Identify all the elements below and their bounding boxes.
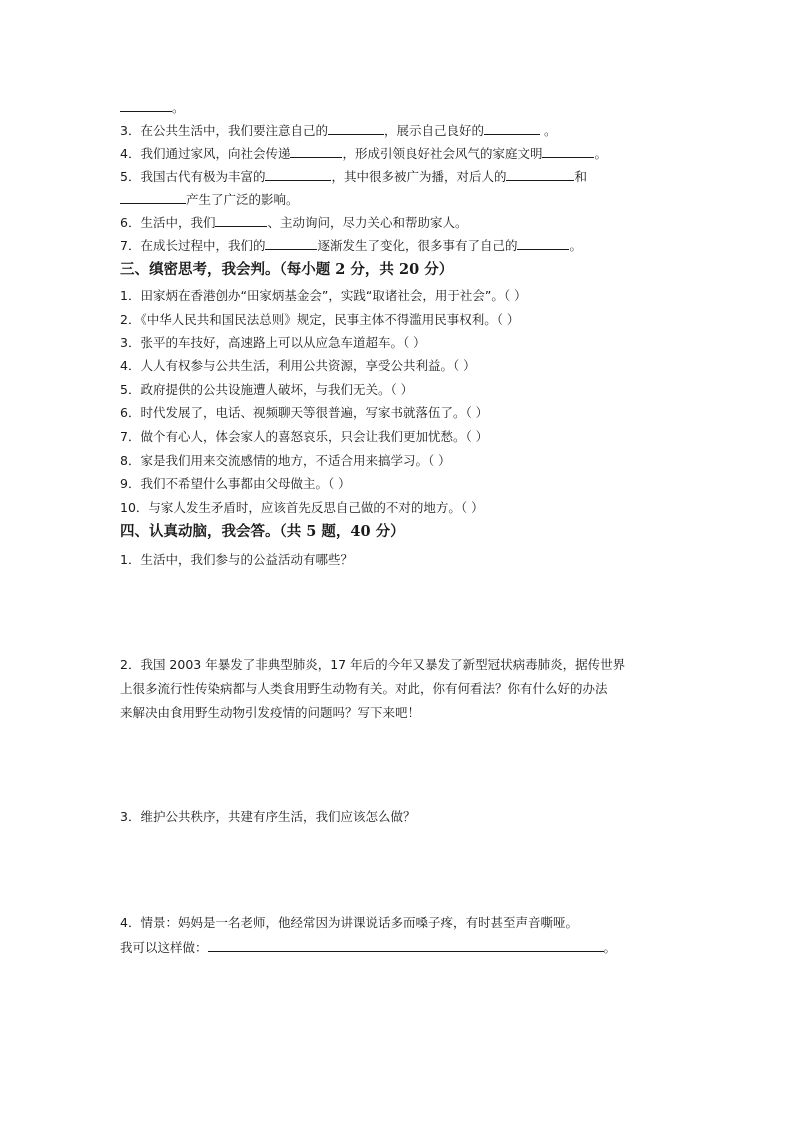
answer-blank[interactable] (542, 144, 594, 158)
fill-question-3: 3．在公共生活中，我们要注意自己的 ，展示自己良好的 。 (120, 123, 557, 138)
fill-question-4: 4．我们通过家风，向社会传递 ，形成引领良好社会风气的家庭文明 。 (120, 146, 607, 161)
answer-blank[interactable] (506, 167, 574, 181)
answer-blank[interactable] (208, 938, 604, 952)
judge-item-2: 2．《中华人民共和国民法总则》规定，民事主体不得滥用民事权利。（ ） (120, 312, 520, 327)
section-4-title: 四、认真动脑，我会答。（共 5 题，40 分） (120, 523, 405, 540)
judge-item-4: 4．人人有权参与公共生活，利用公共资源，享受公共利益。（ ） (120, 358, 476, 373)
answer-area-1[interactable] (120, 572, 660, 652)
fill-question-5-cont: 产生了广泛的影响。 (120, 190, 299, 209)
answer-question-3: 3．维护公共秩序，共建有序生活，我们应该怎么做？ (120, 809, 416, 824)
judge-item-8: 8．家是我们用来交流感情的地方，不适合用来搞学习。（ ） (120, 453, 451, 468)
answer-blank[interactable] (120, 98, 172, 112)
answer-area-2[interactable] (120, 726, 660, 804)
answer-blank[interactable] (484, 121, 540, 135)
answer-blank[interactable] (328, 121, 384, 135)
answer-blank[interactable] (517, 236, 569, 250)
fill-question-7: 7．在成长过程中，我们的 逐渐发生了变化，很多事有了自己的 。 (120, 238, 582, 253)
answer-blank[interactable] (290, 144, 342, 158)
answer-blank[interactable] (265, 236, 317, 250)
answer-question-2-line-3: 来解决由食用野生动物引发疫情的问题吗？写下来吧！ (120, 705, 421, 720)
fill-question-5: 5．我国古代有极为丰富的 ，其中很多被广为播，对后人的 和 (120, 169, 587, 184)
judge-item-5: 5．政府提供的公共设施遭人破坏，与我们无关。（ ） (120, 382, 414, 397)
answer-question-4-line-2: 我可以这样做： 。 (120, 940, 617, 955)
judge-item-10: 10．与家人发生矛盾时，应该首先反思自己做的不对的地方。（ ） (120, 500, 484, 515)
answer-question-1: 1．生活中，我们参与的公益活动有哪些？ (120, 552, 353, 567)
answer-blank[interactable] (120, 190, 186, 204)
fill-question-6: 6．生活中，我们 、主动询问，尽力关心和帮助家人。 (120, 215, 468, 230)
answer-question-2-line-1: 2．我国 2003 年暴发了非典型肺炎，17 年后的今年又暴发了新型冠状病毒肺炎，据传世界 (120, 657, 626, 672)
judge-item-6: 6．时代发展了，电话、视频聊天等很普遍，写家书就落伍了。（ ） (120, 405, 489, 420)
answer-question-4-line-1: 4．情景：妈妈是一名老师，他经常因为讲课说话多而嗓子疼，有时甚至声音嘶哑。 (120, 915, 578, 930)
judge-item-1: 1．田家炳在香港创办“田家炳基金会”，实践“取诸社会，用于社会”。（ ） (120, 288, 527, 303)
answer-blank[interactable] (215, 213, 267, 227)
judge-item-9: 9．我们不希望什么事都由父母做主。（ ） (120, 476, 351, 491)
judge-item-3: 3．张平的车技好，高速路上可以从应急车道超车。（ ） (120, 335, 426, 350)
answer-blank[interactable] (265, 167, 331, 181)
judge-item-7: 7．做个有心人，体会家人的喜怒哀乐，只会让我们更加忧愁。（ ） (120, 429, 489, 444)
answer-question-2-line-2: 上很多流行性传染病都与人类食用野生动物有关。对此，你有何看法？你有什么好的办法 (120, 681, 608, 696)
section-3-title: 三、缜密思考，我会判。（每小题 2 分，共 20 分） (120, 261, 454, 278)
answer-area-3[interactable] (120, 830, 660, 910)
fill-line-0: 。 (120, 98, 185, 117)
